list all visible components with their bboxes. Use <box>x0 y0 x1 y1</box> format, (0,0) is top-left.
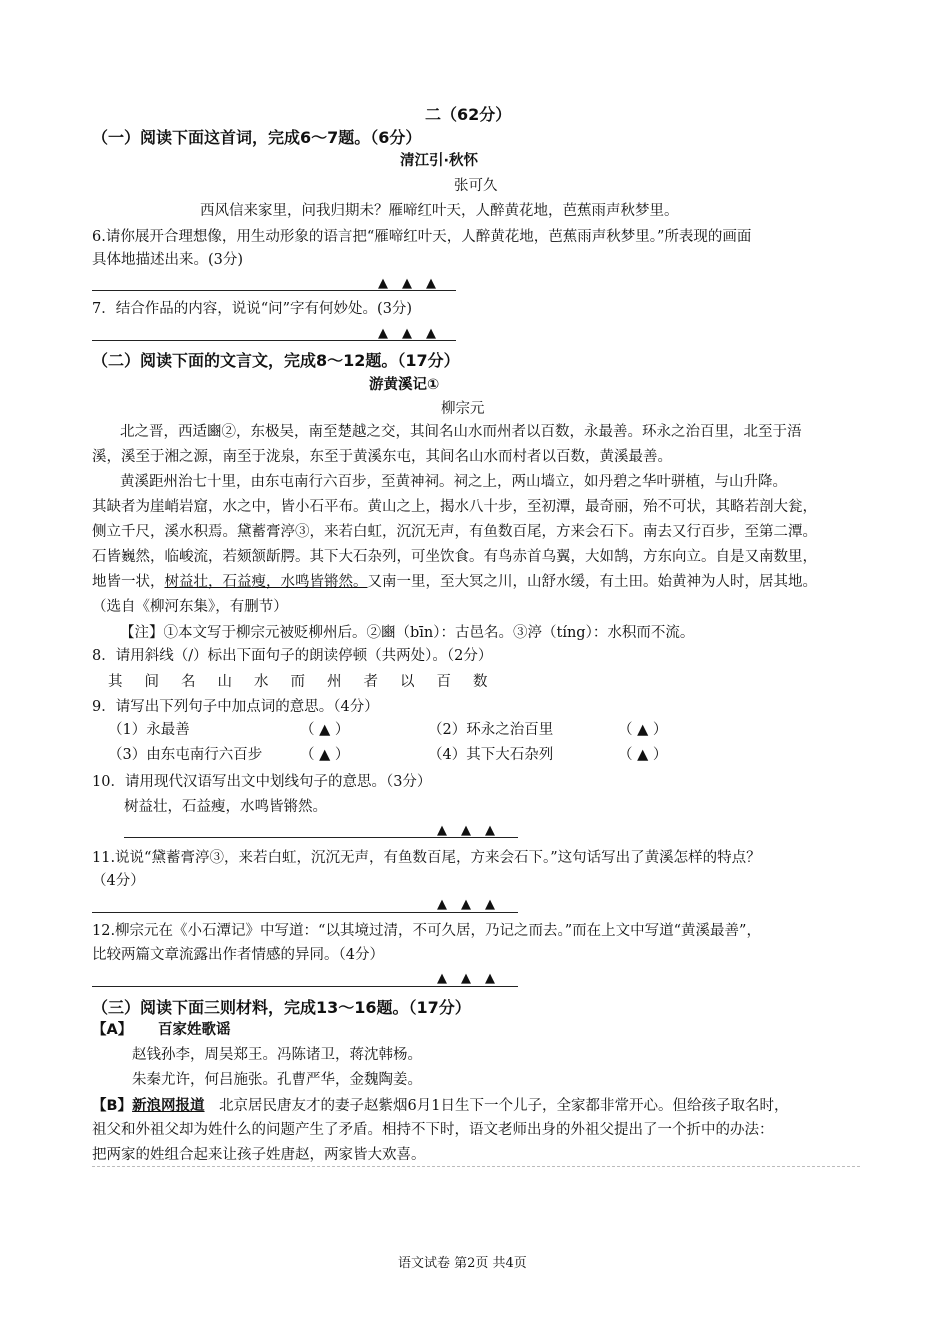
section-2-heading: （二）阅读下面的文言文，完成8～12题。（17分） <box>92 351 460 370</box>
essay-p2-line-5 <box>92 573 817 591</box>
question-10-sentence: 树益壮，石益瘦，水鸣皆锵然。 <box>124 799 327 815</box>
answer-mark-12: ▲▲▲ <box>437 971 509 986</box>
material-a-line-1: 赵钱孙李，周吴郑王。冯陈诸卫，蒋沈韩杨。 <box>132 1047 422 1063</box>
question-9-blank-3: （ ▲ ） <box>300 747 350 763</box>
answer-line-12 <box>92 986 518 987</box>
material-b-source: 新浪网报道 <box>132 1098 205 1114</box>
essay-p2-line-2: 其缺者为崖峭岩窟，水之中，皆小石平布。黄山之上，揭水八十步，至初潭，最奇丽，殆不可状，其略若剖大瓮， <box>92 499 817 515</box>
section-1-heading: （一）阅读下面这首词，完成6～7题。（6分） <box>92 128 422 147</box>
essay-note: 【注】①本文写于柳宗元被贬柳州后。②豳（bīn）：古邑名。③渟（tíng）：水积而不流。 <box>120 625 695 641</box>
question-6-line-1: 6.请你展开合理想像，用生动形象的语言把“雁啼红叶天，人醉黄花地，芭蕉雨声秋梦里。”所表现的画面 <box>92 229 752 245</box>
question-11-line-1: 11.说说“黛蓄膏渟③，来若白虹，沉沉无声，有鱼数百尾，方来会石下。”这句话写出了黄溪怎样的特点？ <box>92 850 761 866</box>
underlined-sentence: 树益壮，石益瘦，水鸣皆锵然。 <box>164 574 368 590</box>
essay-author: 柳宗元 <box>441 401 485 417</box>
answer-mark-11: ▲▲▲ <box>437 897 509 912</box>
question-9: 9．请写出下列句子中加点词的意思。（4分） <box>92 699 379 715</box>
essay-p2-line-4: 石皆巍然，临峻流，若颏颔龂腭。其下大石杂列，可坐饮食。有鸟赤首乌翼，大如鹄，方东向立。自是又南数里， <box>92 549 817 565</box>
poem-title: 清江引·秋怀 <box>400 153 479 169</box>
question-9-blank-2: （ ▲ ） <box>618 722 668 738</box>
question-9-item-2: （2）环永之治百里 <box>428 722 554 738</box>
material-b-label: 【B】 <box>92 1098 133 1114</box>
essay-p2-line-1: 黄溪距州治七十里，由东屯南行六百步，至黄神祠。祠之上，两山墙立，如丹碧之华叶骈植，与山升降。 <box>120 474 787 490</box>
page-footer: 语文试卷 第2页 共4页 <box>398 1256 527 1271</box>
material-b-line-2: 祖父和外祖父却为姓什么的问题产生了矛盾。相持不下时，语文老师出身的外祖父提出了一个折中的办法： <box>92 1122 774 1138</box>
answer-line-6 <box>92 290 456 291</box>
answer-mark-7: ▲▲▲ <box>378 326 450 341</box>
answer-line-10 <box>124 837 518 838</box>
question-9-item-1: （1）永最善 <box>108 722 190 738</box>
material-b-line-1 <box>92 1097 789 1115</box>
section-3-heading: （三）阅读下面三则材料，完成13～16题。（17分） <box>92 998 471 1017</box>
poem-author: 张可久 <box>454 178 498 194</box>
question-9-blank-4: （ ▲ ） <box>618 747 668 763</box>
question-12-line-1: 12.柳宗元在《小石潭记》中写道：“以其境过清，不可久居，乃记之而去。”而在上文中写道“黄溪最善”， <box>92 923 761 939</box>
answer-mark-6: ▲▲▲ <box>378 276 450 291</box>
essay-p2-line-3: 侧立千尺，溪水积焉。黛蓄膏渟③，来若白虹，沉沉无声，有鱼数百尾，方来会石下。南去又行百步，至第二潭。 <box>92 524 817 540</box>
page-divider <box>92 1166 860 1167</box>
essay-p2-line-5-end: 又南一里，至大冥之川，山舒水缓，有土田。始黄神为人时，居其地。 <box>367 574 817 590</box>
essay-title: 游黄溪记① <box>369 377 440 393</box>
material-b-line-3: 把两家的姓组合起来让孩子姓唐赵，两家皆大欢喜。 <box>92 1147 426 1163</box>
question-9-blank-1: （ ▲ ） <box>300 722 350 738</box>
essay-p2-line-5-start: 地皆一状， <box>92 574 165 590</box>
answer-line-11 <box>92 912 518 913</box>
essay-p1-line-2: 溪，溪至于湘之源，南至于泷泉，东至于黄溪东屯，其间名山水而村者以百数，黄溪最善。 <box>92 449 672 465</box>
question-8: 8．请用斜线（/）标出下面句子的朗读停顿（共两处）。（2分） <box>92 648 493 664</box>
question-9-item-3: （3）由东屯南行六百步 <box>108 747 263 763</box>
question-7: 7．结合作品的内容，说说“问”字有何妙处。(3分) <box>92 301 413 317</box>
question-10: 10．请用现代汉语写出文中划线句子的意思。（3分） <box>92 774 432 790</box>
essay-source: （选自《柳河东集》，有删节） <box>92 599 288 615</box>
poem-text: 西风信来家里，问我归期未？雁啼红叶天，人醉黄花地，芭蕉雨声秋梦里。 <box>200 203 679 219</box>
material-a-label: 【A】 <box>92 1022 133 1038</box>
answer-line-7 <box>92 340 456 341</box>
essay-p1-line-1: 北之晋，西适豳②，东极吴，南至楚越之交，其间名山水而州者以百数，永最善。环永之治百里，北至于浯 <box>120 424 802 440</box>
material-a-title: 百家姓歌谣 <box>158 1022 231 1038</box>
material-b-text-1: 北京居民唐友才的妻子赵紫烟6月1日生下一个儿子，全家都非常开心。但给孩子取名时， <box>219 1098 789 1114</box>
question-12-line-2: 比较两篇文章流露出作者情感的异同。（4分） <box>92 947 384 963</box>
question-9-item-4: （4）其下大石杂列 <box>428 747 554 763</box>
question-6-line-2: 具体地描述出来。(3分) <box>92 252 244 268</box>
material-a-line-2: 朱秦尤许，何吕施张。孔曹严华，金魏陶姜。 <box>132 1072 422 1088</box>
answer-mark-10: ▲▲▲ <box>437 823 509 838</box>
question-11-line-2: （4分） <box>92 873 145 889</box>
question-8-sentence: 其间名山水而州者以百数 <box>108 674 510 690</box>
part-title: 二（62分） <box>425 105 512 124</box>
